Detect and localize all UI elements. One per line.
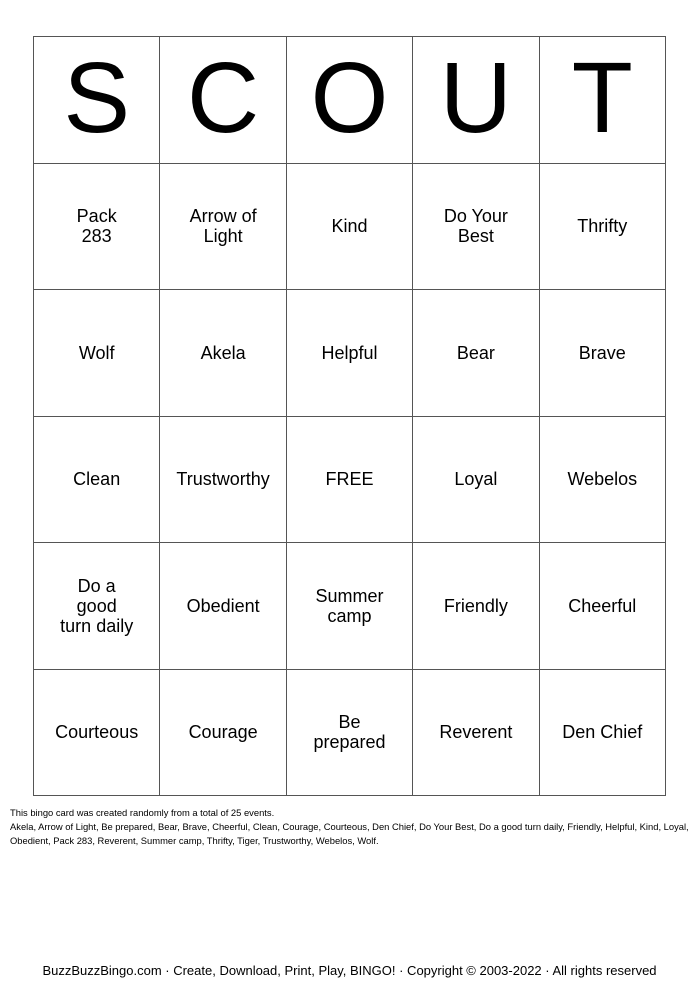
bingo-square: Akela	[160, 290, 286, 417]
bingo-square: Arrow of Light	[160, 164, 286, 291]
info-event-list: Akela, Arrow of Light, Be prepared, Bear, Brave, Cheerful, Clean, Courage, Courteous, Den Chief, Do Your Best, Do a good turn daily, Friendly, Helpful, Kind, Loyal, Obedient, Pack 283, Reverent, Summer camp, Thrifty, Tiger, Trustworthy, Webelos, Wolf.	[10, 821, 689, 846]
bingo-square: Trustworthy	[160, 417, 286, 544]
bingo-square: Webelos	[540, 417, 666, 544]
bingo-square: Courteous	[34, 670, 160, 797]
header-letter-u: U	[413, 37, 539, 164]
bingo-square: Brave	[540, 290, 666, 417]
bingo-square: Helpful	[287, 290, 413, 417]
bingo-square: Obedient	[160, 543, 286, 670]
bingo-card	[33, 36, 666, 796]
bingo-square: Friendly	[413, 543, 539, 670]
bingo-square: Pack 283	[34, 164, 160, 291]
footer-copyright: BuzzBuzzBingo.com · Create, Download, Print, Play, BINGO! · Copyright © 2003-2022 · All rights reserved	[42, 963, 657, 978]
header-letter-s: S	[34, 37, 160, 164]
bingo-square: Bear	[413, 290, 539, 417]
bingo-square: Thrifty	[540, 164, 666, 291]
bingo-square: Summer camp	[287, 543, 413, 670]
bingo-square: Wolf	[34, 290, 160, 417]
header-letter-t: T	[540, 37, 666, 164]
bingo-square: Do a good turn daily	[34, 543, 160, 670]
header-letter-o: O	[287, 37, 413, 164]
header-letter-c: C	[160, 37, 286, 164]
bingo-square: Clean	[34, 417, 160, 544]
card-info	[10, 806, 690, 848]
bingo-square: Den Chief	[540, 670, 666, 797]
bingo-square: Reverent	[413, 670, 539, 797]
bingo-square: Kind	[287, 164, 413, 291]
bingo-square: Courage	[160, 670, 286, 797]
bingo-square: Be prepared	[287, 670, 413, 797]
bingo-square: Loyal	[413, 417, 539, 544]
bingo-square: Cheerful	[540, 543, 666, 670]
free-square: FREE	[287, 417, 413, 544]
bingo-square: Do Your Best	[413, 164, 539, 291]
info-summary: This bingo card was created randomly from a total of 25 events.	[10, 807, 275, 818]
